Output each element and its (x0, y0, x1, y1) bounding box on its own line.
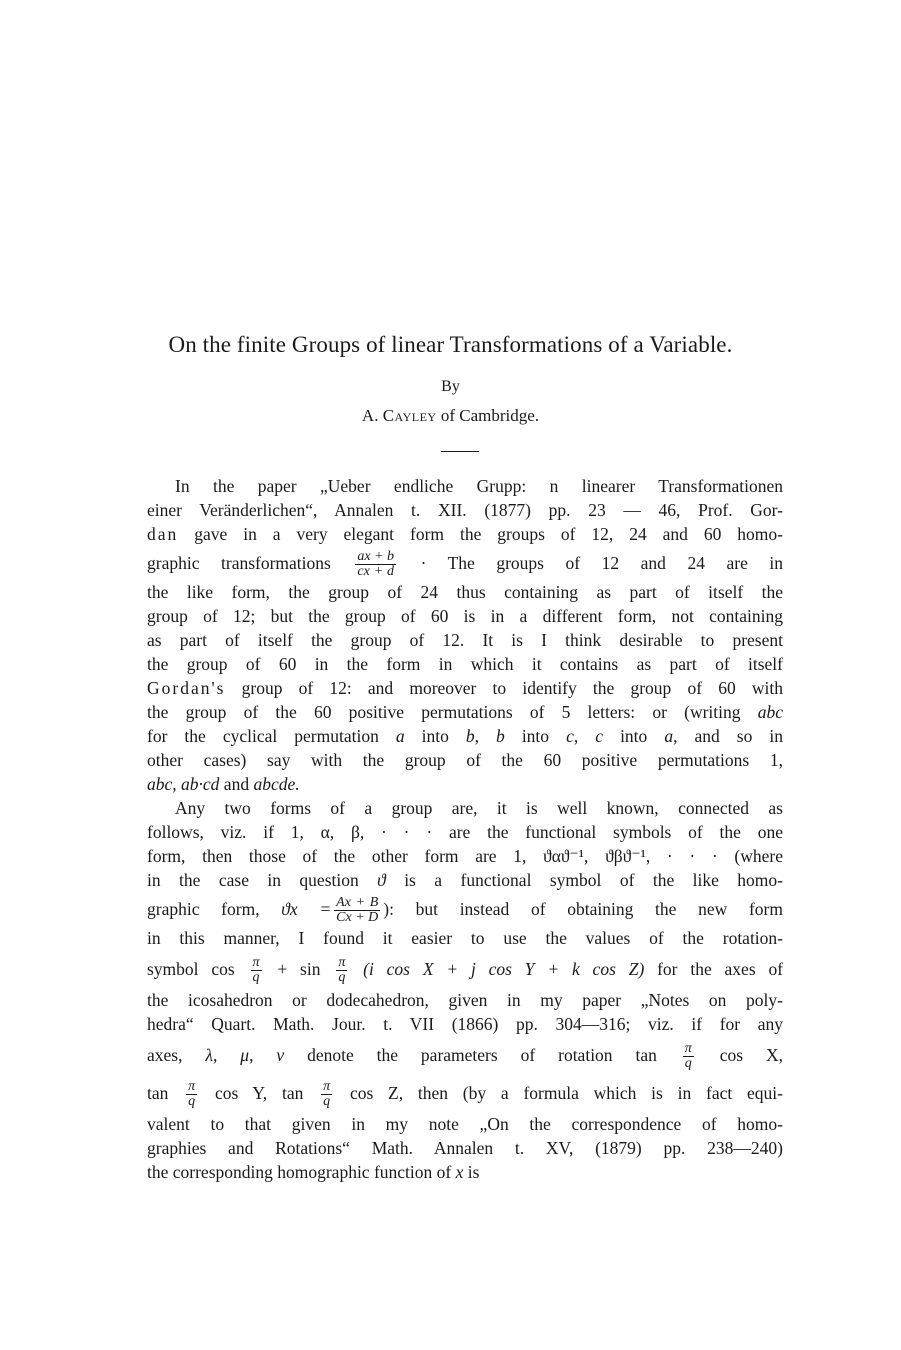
text-line: hedra“ Quart. Math. Jour. t. VII (1866) pp. 304—316; viz. if for any (147, 1014, 783, 1034)
text-line-with-fraction (147, 546, 783, 580)
math-italic: x (455, 1162, 464, 1182)
fraction-homography (355, 550, 396, 579)
text-span: the corresponding homographic function of (147, 1162, 456, 1182)
text-line: Any two forms of a group are, it is well known, connected as (175, 798, 783, 818)
text-span: graphic transformations (147, 553, 331, 573)
math-italic: c (595, 726, 604, 746)
fraction-denominator: cx + d (357, 564, 395, 580)
text-span: ): but instead of obtaining the new form (383, 899, 783, 919)
text-line: the group of 60 in the form in which it contains as part of itself (147, 654, 783, 674)
text-line: the like form, the group of 24 thus containing as part of itself the (147, 582, 783, 602)
text-line (147, 868, 783, 892)
fraction-denominator: Cx + D (336, 910, 379, 926)
text-span: symbol cos (147, 959, 235, 979)
text-span: into (603, 726, 665, 746)
text-span: cos Z, then (by a formula which is in fact equi- (349, 1083, 783, 1103)
fraction-numerator: π (323, 1079, 331, 1095)
fraction-numerator: π (252, 955, 260, 971)
paragraph-1 (147, 474, 783, 796)
text-line: In the paper „Ueber endliche Grupp: n linearer Transformationen (175, 476, 783, 496)
text-span: + sin (277, 959, 321, 979)
fraction-pi-over-q (251, 956, 262, 985)
text-line: the icosahedron or dodecahedron, given in my paper „Notes on poly- (147, 990, 783, 1010)
math-italic: a (664, 726, 674, 746)
fraction-pi-over-q (683, 1042, 694, 1071)
text-span: denote the parameters of rotation tan (284, 1045, 657, 1065)
author-line (0, 406, 901, 426)
fraction-denominator: q (323, 1094, 331, 1110)
math-italic: abcde. (253, 774, 300, 794)
author-initial: A. (361, 406, 379, 425)
text-line (147, 700, 783, 724)
text-line: einer Veränderlichen“, Annalen t. XII. (1877) pp. 23 — 46, Prof. Gor- (147, 500, 783, 520)
text-line: graphies and Rotations“ Math. Annalen t. XV, (1879) pp. 238—240) (147, 1138, 783, 1158)
article-body (147, 474, 783, 1184)
title-separator-rule (441, 451, 479, 452)
fraction-denominator: q (252, 970, 260, 986)
fraction-numerator: π (188, 1079, 196, 1095)
text-span: for the axes of (644, 959, 784, 979)
text-span: group of 12: and moreover to identify the group of 60 with (225, 678, 783, 698)
text-span: , and so in (673, 726, 783, 746)
fraction-numerator: π (684, 1041, 692, 1057)
text-span: for the cyclical permutation (147, 726, 396, 746)
text-line: in this manner, I found it easier to use the values of the rotation- (147, 928, 783, 948)
fraction-numerator: ax + b (357, 549, 395, 565)
text-span: graphic form, (147, 899, 282, 919)
text-span: cos X, (719, 1045, 784, 1065)
text-span: in the case in question (147, 870, 378, 890)
text-line-with-fraction (147, 950, 783, 988)
text-line (147, 1160, 783, 1184)
math-italic: abc, ab·cd (147, 774, 220, 794)
text-span: cos Y, tan (214, 1083, 304, 1103)
text-line: follows, viz. if 1, α, β, · · · are the functional symbols of the one (147, 822, 783, 842)
text-span: gave in a very elegant form the groups of 12, 24 and 60 homo- (178, 524, 783, 544)
text-line: as part of itself the group of 12. It is I think desirable to present (147, 630, 783, 650)
math-italic: λ, μ, ν (205, 1045, 285, 1065)
fraction-numerator: Ax + B (336, 895, 379, 911)
fraction-transformation (334, 896, 380, 925)
text-span: and (219, 774, 254, 794)
text-line: form, then those of the other form are 1, ϑαϑ⁻¹, ϑβϑ⁻¹, · · · (where (147, 846, 783, 866)
text-line: group of 12; but the group of 60 is in a different form, not containing (147, 606, 783, 626)
byline: By (441, 378, 460, 395)
text-line: valent to that given in my note „On the correspondence of homo- (147, 1114, 783, 1134)
text-line (147, 676, 783, 700)
text-span: into (404, 726, 466, 746)
math-italic: a (395, 726, 405, 746)
fraction-pi-over-q (321, 1080, 332, 1109)
text-span: · The groups of 12 and 24 are in (420, 553, 783, 573)
fraction-denominator: q (338, 970, 346, 986)
text-span: axes, (147, 1045, 206, 1065)
math-italic: ϑ (377, 870, 386, 890)
text-line (147, 522, 783, 546)
text-line-with-fraction (147, 892, 783, 926)
fraction-pi-over-q (336, 956, 347, 985)
fraction-pi-over-q (186, 1080, 197, 1109)
math-italic: c (566, 726, 574, 746)
math-italic: ϑx = (281, 899, 332, 919)
text-span: into (504, 726, 567, 746)
text-span: , (573, 726, 596, 746)
text-span: is (463, 1162, 480, 1182)
text-line-with-fraction (147, 1036, 783, 1074)
math-italic: b (465, 726, 475, 746)
text-span: tan (147, 1083, 169, 1103)
fraction-denominator: q (684, 1056, 692, 1072)
author-name-spaced: Gordan's (147, 678, 226, 698)
math-italic: abc (757, 702, 783, 722)
article-title: On the finite Groups of linear Transformations of a Variable. (168, 332, 733, 357)
author-name-spaced: dan (147, 524, 179, 544)
math-italic: b (496, 726, 505, 746)
text-line (147, 724, 783, 748)
fraction-denominator: q (188, 1094, 196, 1110)
fraction-numerator: π (338, 955, 346, 971)
text-span: the group of the 60 positive permutations of 5 letters: or (writing (147, 702, 758, 722)
text-line-with-fraction (147, 1074, 783, 1112)
text-span: is a functional symbol of the like homo- (385, 870, 783, 890)
paragraph-2 (147, 796, 783, 1184)
text-line: other cases) say with the group of the 60 positive permutations 1, (147, 750, 783, 770)
math-italic: (i cos X + j cos Y + k cos Z) (363, 959, 645, 979)
author-surname: Cayley (382, 406, 437, 425)
text-span: , (474, 726, 497, 746)
text-line (147, 772, 783, 796)
author-affiliation: of Cambridge. (440, 406, 540, 425)
